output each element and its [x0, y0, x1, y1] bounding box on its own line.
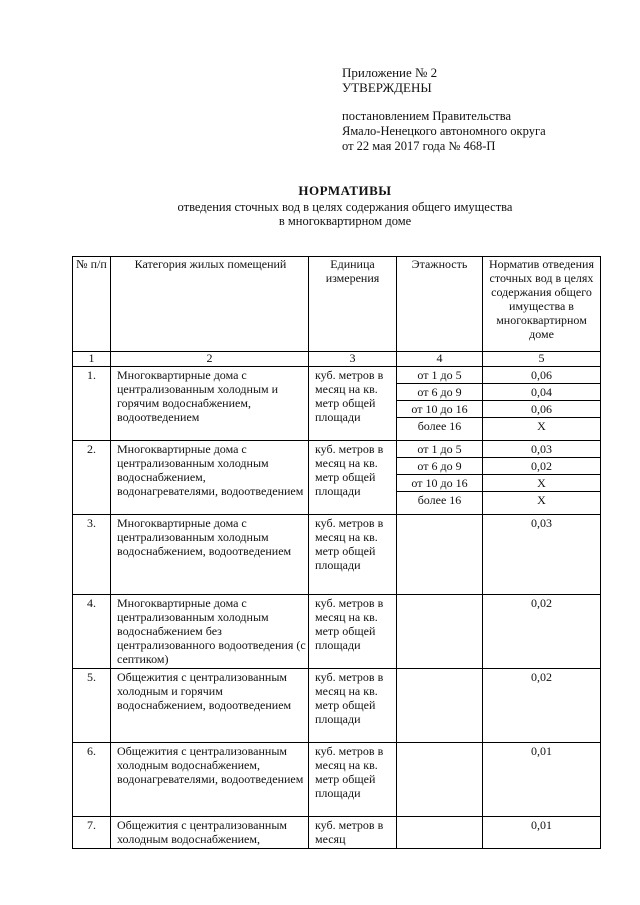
floor-range: от 1 до 5: [397, 367, 482, 384]
row-floors-empty: [397, 515, 483, 595]
approval-block: [342, 65, 546, 154]
header-unit: Единица измерения: [309, 257, 397, 352]
norm-value: 0,02: [483, 458, 600, 475]
floor-range: более 16: [417, 493, 462, 507]
row-number: 5.: [73, 669, 111, 743]
col-number: 3: [309, 352, 397, 367]
norm-value: 0,02: [483, 669, 601, 743]
row-category: Общежития с централизованным холодным водоснабжением,: [111, 817, 309, 849]
row-category: Многоквартирные дома с централизованным холодным и горячим водоснабжением, водоотведением: [111, 367, 309, 441]
floor-range: от 10 до 16: [397, 401, 482, 418]
decree-line-2: Ямало-Ненецкого автономного округа: [342, 124, 546, 138]
row-unit: куб. метров в месяц на кв. метр общей площади: [309, 669, 397, 743]
appendix-label: Приложение № 2: [342, 65, 438, 80]
table-row: [73, 441, 601, 515]
floor-range: от 1 до 5: [397, 441, 482, 458]
document-title: НОРМАТИВЫ: [298, 183, 392, 198]
norm-value: 0,01: [483, 817, 601, 849]
row-floors: [397, 367, 483, 441]
norm-value: Х: [483, 475, 600, 492]
table-row: [73, 743, 601, 817]
row-unit: куб. метров в месяц на кв. метр общей площади: [309, 441, 397, 515]
row-category: Общежития с централизованным холодным и горячим водоснабжением, водоотведением: [111, 669, 309, 743]
norm-value: 0,02: [483, 595, 601, 669]
row-category: Многоквартирные дома с централизованным холодным водоснабжением, водонагревателями, водоотведением: [111, 441, 309, 515]
header-norm: Норматив отведения сточных вод в целях содержания общего имущества в многоквартирном доме: [483, 257, 601, 352]
row-values: [483, 441, 601, 515]
col-number: 4: [397, 352, 483, 367]
row-category: Общежития с централизованным холодным водоснабжением, водонагревателями, водоотведением: [111, 743, 309, 817]
row-unit: куб. метров в месяц на кв. метр общей площади: [309, 743, 397, 817]
norm-value: Х: [537, 493, 546, 507]
floor-range: от 6 до 9: [397, 384, 482, 401]
row-unit: куб. метров в месяц на кв. метр общей площади: [309, 595, 397, 669]
norm-value: 0,06: [483, 401, 600, 418]
row-values: [483, 367, 601, 441]
table-row: [73, 669, 601, 743]
floor-range: от 10 до 16: [397, 475, 482, 492]
norm-value: Х: [537, 419, 546, 433]
table-row: [73, 515, 601, 595]
row-floors-empty: [397, 669, 483, 743]
column-number-row: [73, 352, 601, 367]
col-number: 1: [73, 352, 111, 367]
approved-label: УТВЕРЖДЕНЫ: [342, 80, 432, 95]
header-floors: Этажность: [397, 257, 483, 352]
decree-line-1: постановлением Правительства: [342, 109, 512, 123]
table-header-row: [73, 257, 601, 352]
row-number: 1.: [73, 367, 111, 441]
row-floors: [397, 441, 483, 515]
col-number: 5: [483, 352, 601, 367]
norm-value: 0,03: [483, 515, 601, 595]
table-row: [73, 595, 601, 669]
header-num: № п/п: [73, 257, 111, 352]
norm-value: 0,03: [483, 441, 600, 458]
row-number: 3.: [73, 515, 111, 595]
table-row: [73, 817, 601, 849]
row-floors-empty: [397, 817, 483, 849]
norm-value: 0,06: [483, 367, 600, 384]
decree-line-3: от 22 мая 2017 года № 468-П: [342, 139, 496, 153]
row-floors-empty: [397, 595, 483, 669]
document-heading: [100, 184, 590, 228]
row-unit: куб. метров в месяц на кв. метр общей площади: [309, 367, 397, 441]
document-subtitle-2: в многоквартирном доме: [278, 214, 412, 228]
row-floors-empty: [397, 743, 483, 817]
document-subtitle-1: отведения сточных вод в целях содержания общего имущества: [177, 200, 513, 214]
row-category: Многоквартирные дома с централизованным холодным водоснабжением, водоотведением: [111, 515, 309, 595]
norm-value: 0,04: [483, 384, 600, 401]
header-category: Категория жилых помещений: [111, 257, 309, 352]
row-number: 4.: [73, 595, 111, 669]
row-unit: куб. метров в месяц: [309, 817, 397, 849]
norms-table: [72, 256, 601, 849]
row-number: 7.: [73, 817, 111, 849]
norm-value: 0,01: [483, 743, 601, 817]
floor-range: более 16: [417, 419, 462, 433]
row-number: 6.: [73, 743, 111, 817]
row-unit: куб. метров в месяц на кв. метр общей площади: [309, 515, 397, 595]
col-number: 2: [111, 352, 309, 367]
table-row: [73, 367, 601, 441]
row-category: Многоквартирные дома с централизованным холодным водоснабжением без централизованного водоотведения (с септиком): [111, 595, 309, 669]
row-number: 2.: [73, 441, 111, 515]
floor-range: от 6 до 9: [397, 458, 482, 475]
